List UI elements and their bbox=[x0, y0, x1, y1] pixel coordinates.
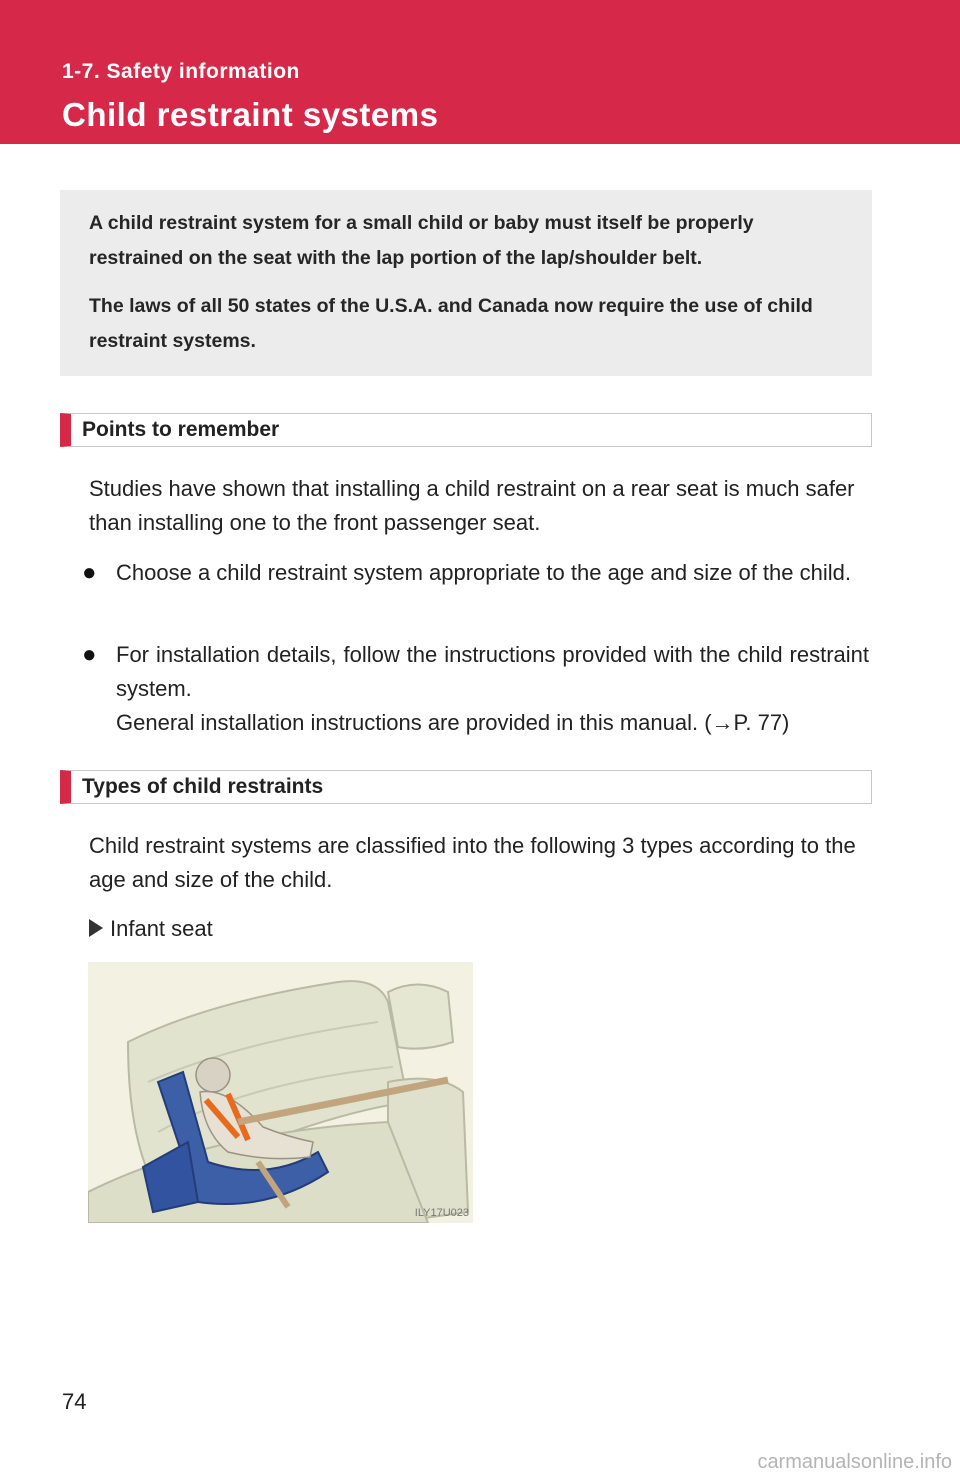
bullet-dot-icon: ● bbox=[82, 559, 97, 586]
intro-box bbox=[60, 190, 872, 376]
infant-seat-drawing bbox=[88, 962, 473, 1223]
infant-seat-label: Infant seat bbox=[110, 916, 213, 941]
infant-seat-item bbox=[89, 912, 213, 946]
infant-seat-illustration bbox=[88, 962, 473, 1223]
page-number: 74 bbox=[62, 1389, 87, 1414]
page-header bbox=[0, 0, 960, 144]
page-title: Child restraint systems bbox=[62, 96, 439, 133]
bullet-item bbox=[67, 556, 869, 590]
bullet-text: For installation details, follow the instructions provided with the child restraint system. bbox=[116, 642, 869, 701]
figure-code: ILY17U023 bbox=[414, 1207, 469, 1219]
types-body: Child restraint systems are classified into the following 3 types according to the age and size of the child. bbox=[89, 833, 856, 892]
bullet-item bbox=[67, 638, 869, 740]
watermark: carmanualsonline.info bbox=[757, 1451, 952, 1473]
bullet-dot-icon: ● bbox=[82, 641, 97, 668]
bullet-reference: General installation instructions are provided in this manual. (→P. 77) bbox=[116, 710, 790, 735]
points-body: Studies have shown that installing a child restraint on a rear seat is much safer than installing one to the front passenger seat. bbox=[89, 476, 855, 535]
intro-paragraph-1: A child restraint system for a small child or baby must itself be properly restrained on the seat with the lap portion of the lap/shoulder belt. bbox=[89, 212, 754, 269]
triangle-right-icon bbox=[89, 919, 103, 937]
points-heading: Points to remember bbox=[60, 413, 872, 447]
intro-paragraph-2: The laws of all 50 states of the U.S.A. and Canada now require the use of child restraint systems. bbox=[89, 295, 813, 352]
section-label: 1-7. Safety information bbox=[62, 60, 300, 83]
types-heading: Types of child restraints bbox=[60, 770, 872, 804]
bullet-text: Choose a child restraint system appropriate to the age and size of the child. bbox=[116, 560, 851, 585]
